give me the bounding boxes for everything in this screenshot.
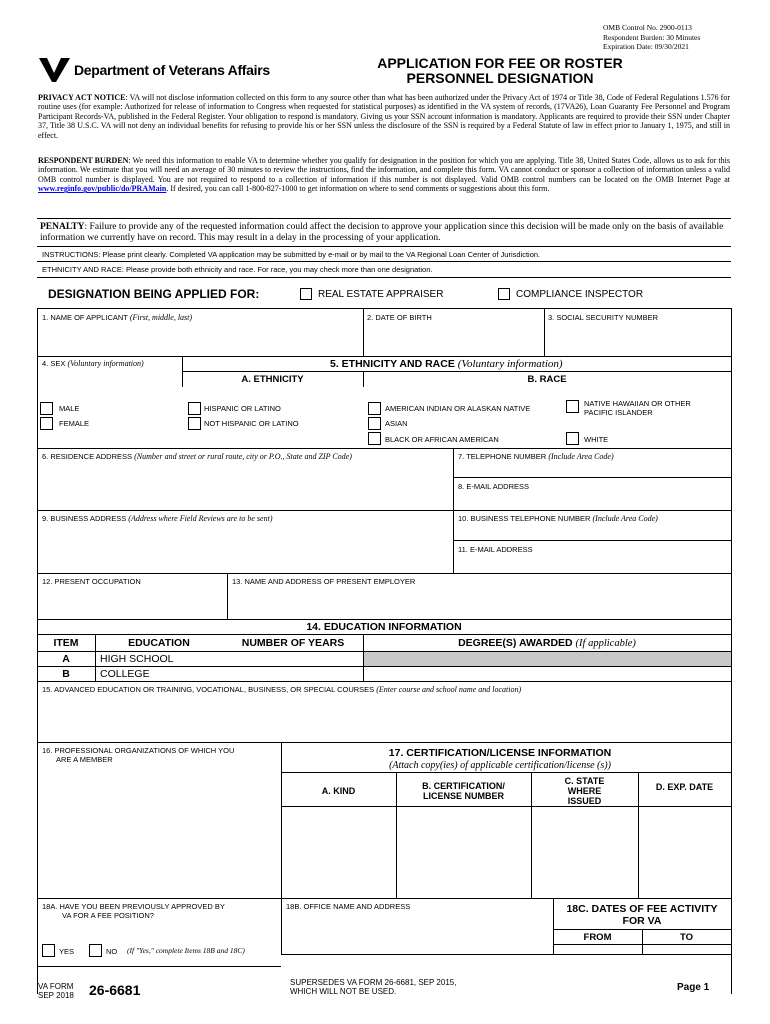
female-checkbox[interactable] bbox=[40, 417, 53, 430]
edu-col-degree: DEGREE(S) AWARDED (If applicable) bbox=[458, 637, 636, 649]
applicant-name-field[interactable] bbox=[40, 324, 360, 354]
penalty-text: : Failure to provide any of the requested information could affect the decision to approve your application since this decision will be made only on the basis of available information we currently have on record. This may result in a delay in the processing of your application. bbox=[40, 222, 724, 243]
occupation-field[interactable] bbox=[40, 588, 224, 616]
certification-hint: (Attach copy(ies) of applicable certification/license (s)) bbox=[389, 760, 611, 771]
ssn-label: 3. SOCIAL SECURITY NUMBER bbox=[548, 313, 659, 322]
real-estate-appraiser-checkbox[interactable] bbox=[300, 288, 312, 300]
agency-name: Department of Veterans Affairs bbox=[74, 62, 270, 78]
cert-col-state: C. STATE WHERE ISSUED bbox=[564, 776, 605, 806]
organizations-field[interactable] bbox=[40, 768, 278, 896]
burden-heading: RESPONDENT BURDEN bbox=[38, 156, 129, 165]
education-title: 14. EDUCATION INFORMATION bbox=[306, 621, 462, 633]
occupation-label: 12. PRESENT OCCUPATION bbox=[42, 577, 141, 586]
not-hispanic-label: NOT HISPANIC OR LATINO bbox=[204, 419, 299, 428]
yes-label: YES bbox=[59, 947, 75, 956]
cert-state-field[interactable] bbox=[533, 808, 636, 896]
edu-row-b-education: COLLEGE bbox=[100, 668, 150, 680]
cert-kind-field[interactable] bbox=[283, 808, 394, 896]
sex-label: 4. SEX (Voluntary information) bbox=[42, 359, 144, 368]
cert-number-field[interactable] bbox=[398, 808, 529, 896]
respondent-burden-notice bbox=[38, 156, 730, 194]
telephone-label: 7. TELEPHONE NUMBER (Include Area Code) bbox=[458, 452, 614, 461]
footer-form-label: VA FORM SEP 2018 bbox=[38, 982, 74, 1000]
edu-col-education: EDUCATION bbox=[128, 637, 190, 649]
office-name-label: 18B. OFFICE NAME AND ADDRESS bbox=[286, 902, 411, 911]
business-email-field[interactable] bbox=[456, 556, 728, 570]
form-title-line1: APPLICATION FOR FEE OR ROSTER bbox=[377, 55, 623, 71]
edu-col-years: NUMBER OF YEARS bbox=[241, 637, 345, 649]
asian-checkbox[interactable] bbox=[368, 417, 381, 430]
business-address-label: 9. BUSINESS ADDRESS (Address where Field Reviews are to be sent) bbox=[42, 514, 273, 523]
edu-row-b-years-field[interactable] bbox=[224, 667, 362, 681]
advanced-education-label: 15. ADVANCED EDUCATION OR TRAINING, VOCATIONAL, BUSINESS, OR SPECIAL COURSES (Enter course and school name and location) bbox=[42, 685, 522, 694]
date-of-birth-label: 2. DATE OF BIRTH bbox=[367, 313, 432, 322]
edu-row-b-item: B bbox=[62, 668, 70, 680]
edu-row-a-item: A bbox=[62, 653, 70, 665]
footer-supersedes: SUPERSEDES VA FORM 26-6681, SEP 2015, WHICH WILL NOT BE USED. bbox=[290, 978, 457, 996]
privacy-heading: PRIVACY ACT NOTICE bbox=[38, 93, 126, 102]
edu-row-a-education: HIGH SCHOOL bbox=[100, 653, 174, 665]
ethnicity-header: A. ETHNICITY bbox=[241, 374, 304, 385]
employer-field[interactable] bbox=[230, 588, 728, 616]
certification-title: 17. CERTIFICATION/LICENSE INFORMATION bbox=[388, 747, 612, 759]
hawaiian-label: NATIVE HAWAIIAN OR OTHER PACIFIC ISLANDER bbox=[584, 399, 691, 417]
not-hispanic-checkbox[interactable] bbox=[188, 417, 201, 430]
fee-from-label: FROM bbox=[583, 932, 612, 943]
instructions: INSTRUCTIONS: Please print clearly. Completed VA application may be submitted by e-mail or by mail to the VA Regional Loan Center of Jurisdiction. bbox=[42, 250, 541, 259]
burden-text-2: . If desired, you can call 1-800-827-1000 to get information on where to send comments or suggestions about this form. bbox=[166, 184, 550, 194]
date-of-birth-field[interactable] bbox=[366, 324, 541, 354]
va-logo bbox=[38, 55, 71, 84]
telephone-field[interactable] bbox=[456, 463, 728, 477]
american-indian-label: AMERICAN INDIAN OR ALASKAN NATIVE bbox=[385, 404, 531, 413]
fee-to-label: TO bbox=[679, 932, 694, 943]
penalty-notice bbox=[40, 222, 730, 244]
fee-from-field[interactable] bbox=[555, 945, 640, 953]
hispanic-checkbox[interactable] bbox=[188, 402, 201, 415]
applicant-name-label: 1. NAME OF APPLICANT (First, middle, last) bbox=[42, 313, 193, 322]
privacy-text: : VA will not disclose information collected on this form to any source other than what has been authorized under the Privacy Act of 1974 or Title 38, Code of Federal Regulations 1.576 for routine uses (for example: Authorized for release of information to Congress when requested for statistical purposes) as identified in the VA system of records, (17VA26), Loan Guaranty Fee Personnel and Program Participant Records-VA, published in the Federal Register. Your obligation to respond is mandatory. Giving us your SSN account information is mandatory. Applicants are required to provide their SSN under Chapter 37, Title 38 U.S.C. VA will not deny an individual benefits for refusing to provide his or her SSN unless the disclosure of the SSN is required by a Federal Statute of law in effect prior to January 1, 1975, and still in effect. bbox=[38, 93, 730, 140]
residence-address-field[interactable] bbox=[40, 463, 450, 507]
edu-row-a-years-field[interactable] bbox=[224, 652, 362, 666]
penalty-heading: PENALTY bbox=[40, 222, 85, 232]
business-address-field[interactable] bbox=[40, 525, 450, 571]
cert-exp-field[interactable] bbox=[640, 808, 729, 896]
advanced-education-field[interactable] bbox=[40, 696, 728, 740]
form-title bbox=[330, 56, 670, 86]
compliance-inspector-checkbox[interactable] bbox=[498, 288, 510, 300]
cert-col-exp: D. EXP. DATE bbox=[655, 782, 714, 792]
fee-activity-title: 18C. DATES OF FEE ACTIVITY FOR VA bbox=[566, 903, 718, 927]
hawaiian-checkbox[interactable] bbox=[566, 400, 579, 413]
email-label: 8. E-MAIL ADDRESS bbox=[458, 482, 529, 491]
hispanic-label: HISPANIC OR LATINO bbox=[204, 404, 281, 413]
white-checkbox[interactable] bbox=[566, 432, 579, 445]
compliance-inspector-label: COMPLIANCE INSPECTOR bbox=[516, 289, 644, 300]
asian-label: ASIAN bbox=[385, 419, 408, 428]
edu-row-b-degree-field[interactable] bbox=[364, 667, 730, 681]
designation-label: DESIGNATION BEING APPLIED FOR: bbox=[48, 287, 260, 301]
footer-form-number: 26-6681 bbox=[89, 982, 141, 998]
ethnicity-race-note: ETHNICITY AND RACE: Please provide both ethnicity and race. For race, you may check more than one designation. bbox=[42, 265, 433, 274]
ethnicity-race-heading: 5. ETHNICITY AND RACE (Voluntary information) bbox=[330, 358, 563, 370]
degree-shaded-cell bbox=[364, 652, 731, 666]
organizations-label: 16. PROFESSIONAL ORGANIZATIONS OF WHICH YOU ARE A MEMBER bbox=[42, 746, 235, 764]
real-estate-appraiser-label: REAL ESTATE APPRAISER bbox=[318, 289, 444, 300]
business-email-label: 11. E-MAIL ADDRESS bbox=[458, 545, 533, 554]
male-checkbox[interactable] bbox=[40, 402, 53, 415]
white-label: WHITE bbox=[584, 435, 609, 444]
omb-control-number: OMB Control No. 2900-0113 bbox=[603, 23, 692, 32]
burden-text: : We need this information to enable VA to determine whether you qualify for designation in the position for which you are applying. Title 38, United States Code, allows us to ask for this information. We estimate that you will need an average of 30 minutes to review the instructions, find the information, and complete this form. VA cannot conduct or sponsor a collection of information unless a valid OMB control number is displayed. You are not required to respond to a collection of information if this number is not displayed. Valid OMB control numbers can be located on the OMB Internet Page at bbox=[38, 156, 730, 184]
omb-link[interactable]: www.reginfo.gov/public/do/PRAMain bbox=[38, 184, 167, 194]
black-checkbox[interactable] bbox=[368, 432, 381, 445]
male-label: MALE bbox=[59, 404, 80, 413]
footer-page: Page 1 bbox=[677, 982, 710, 993]
female-label: FEMALE bbox=[59, 419, 90, 428]
expiration-date: Expiration Date: 09/30/2021 bbox=[603, 42, 689, 51]
previously-approved-label: 18A. HAVE YOU BEEN PREVIOUSLY APPROVED BY VA FOR A FEE POSITION? bbox=[42, 902, 225, 920]
business-telephone-label: 10. BUSINESS TELEPHONE NUMBER (Include Area Code) bbox=[458, 514, 658, 523]
respondent-burden: Respondent Burden: 30 Minutes bbox=[603, 32, 701, 42]
no-checkbox[interactable] bbox=[89, 944, 102, 957]
black-label: BLACK OR AFRICAN AMERICAN bbox=[385, 435, 499, 444]
residence-address-label: 6. RESIDENCE ADDRESS (Number and street or rural route, city or P.O., State and ZIP Code) bbox=[42, 452, 352, 461]
edu-col-item: ITEM bbox=[53, 637, 79, 649]
race-header: B. RACE bbox=[527, 374, 567, 385]
cert-col-kind: A. KIND bbox=[321, 786, 356, 796]
form-title-line2: PERSONNEL DESIGNATION bbox=[406, 70, 594, 86]
no-label: NO bbox=[106, 947, 118, 956]
employer-label: 13. NAME AND ADDRESS OF PRESENT EMPLOYER bbox=[232, 577, 416, 586]
american-indian-checkbox[interactable] bbox=[368, 402, 381, 415]
fee-to-field[interactable] bbox=[644, 945, 729, 953]
business-telephone-field[interactable] bbox=[456, 525, 728, 539]
ssn-field[interactable] bbox=[547, 324, 728, 354]
yes-hint: (If "Yes," complete Items 18B and 18C) bbox=[127, 946, 245, 955]
cert-col-number: B. CERTIFICATION/ LICENSE NUMBER bbox=[422, 781, 505, 801]
office-name-field[interactable] bbox=[284, 913, 550, 953]
va-seal-icon bbox=[38, 55, 71, 84]
email-field[interactable] bbox=[456, 493, 728, 507]
yes-checkbox[interactable] bbox=[42, 944, 55, 957]
privacy-act-notice bbox=[38, 93, 730, 140]
omb-info bbox=[603, 23, 700, 52]
